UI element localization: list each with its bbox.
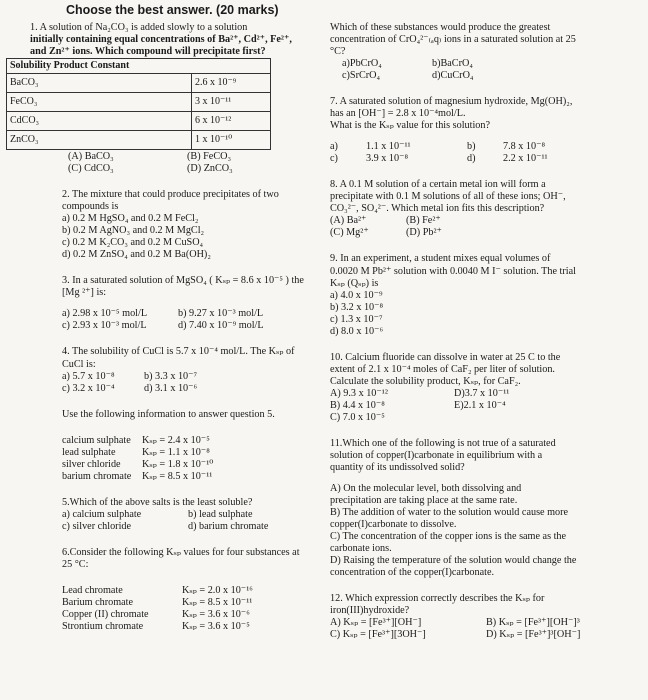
q5-options (62, 509, 324, 533)
answer-option[interactable]: 7.8 x 10⁻⁸ (503, 141, 546, 153)
q9-stem-line: 0.0020 M Pb²⁺ solution with 0.0040 M I⁻ solution. The trial (330, 265, 576, 277)
qA-options (330, 58, 642, 82)
q7-stem-line: What is the Kₛₚ value for this solution? (330, 120, 491, 132)
answer-option[interactable]: (A) Ba²⁺ (330, 215, 367, 227)
answer-option-continued: carbonate ions. (330, 543, 392, 555)
q12-stem-line: 12. Which expression correctly describes the Kₛₚ for (330, 593, 545, 605)
right-column (330, 22, 642, 641)
salt-name: barium chromate (62, 470, 132, 482)
answer-option[interactable]: (D) ZnCO₃ (187, 163, 233, 175)
substance-ksp: Kₛₚ = 3.6 x 10⁻⁵ (182, 621, 250, 632)
substance-ksp: Kₛₚ = 2.0 x 10⁻¹⁶ (182, 584, 253, 596)
q7-stem-line: 7. A saturated solution of magnesium hydroxide, Mg(OH)₂, (330, 96, 573, 108)
option-letter: c) (330, 153, 338, 165)
substance-ksp: Kₛₚ = 8.5 x 10⁻¹¹ (182, 596, 253, 608)
answer-option[interactable]: (C) CdCO₃ (68, 163, 114, 175)
answer-option[interactable]: a) 4.0 x 10⁻⁹ (330, 289, 383, 301)
answer-option[interactable]: 2.2 x 10⁻¹¹ (503, 153, 548, 165)
salt-ksp: Kₛₚ = 2.4 x 10⁻⁵ (142, 434, 210, 446)
salt-ksp: Kₛₚ = 1.8 x 10⁻¹⁰ (142, 458, 214, 470)
qA-stem-line: °C? (330, 46, 346, 58)
answer-option[interactable]: A) Kₛₚ = [Fe³⁺][OH⁻] (330, 617, 422, 629)
ksp-table (6, 58, 271, 150)
answer-option[interactable]: a) 2.98 x 10⁻⁵ mol/L (62, 308, 148, 320)
q2-stem-line: compounds is (62, 201, 119, 213)
answer-option[interactable]: d)CuCrO₄ (432, 70, 474, 82)
question-11 (330, 438, 642, 579)
answer-option[interactable]: D) Raising the temperature of the solution would change the (330, 555, 577, 567)
answer-option[interactable]: a)PbCrO₄ (342, 58, 382, 70)
table-row (7, 93, 271, 112)
q2-stem-line: 2. The mixture that could produce precipitates of two (62, 189, 279, 201)
answer-option[interactable]: d) 8.0 x 10⁻⁶ (330, 325, 384, 337)
answer-option[interactable]: c) 2.93 x 10⁻³ mol/L (62, 320, 147, 332)
page-title: Choose the best answer. (20 marks) (66, 3, 279, 17)
q3-stem-line: 3. In a saturated solution of MgSO₄ ( Kₛₚ = 8.6 x 10⁻⁵ ) the (62, 275, 304, 287)
q11-stem-line: 11.Which one of the following is not true of a saturated (330, 437, 556, 449)
q1-stem-line: 1. A solution of Na₂CO₃ is added slowly to a solution (30, 22, 248, 33)
q5-stem: 5.Which of the above salts is the least soluble? (62, 496, 253, 508)
answer-option-continued: concentration of the copper(I)carbonate. (330, 567, 495, 579)
table-cell: 6 x 10⁻¹² (192, 112, 271, 131)
q1-options (6, 151, 324, 175)
answer-option[interactable]: b) 9.27 x 10⁻³ mol/L (178, 308, 264, 320)
table-cell: 2.6 x 10⁻⁹ (192, 74, 271, 93)
answer-option[interactable]: a) 0.2 M HgSO₄ and 0.2 M FeCl₂ (62, 213, 199, 225)
question-3 (6, 275, 324, 332)
answer-option[interactable]: c)SrCrO₄ (342, 70, 381, 82)
q8-stem-line: CO₃²⁻, SO₄²⁻. Which metal ion fits this description? (330, 203, 545, 215)
answer-option[interactable]: d) 0.2 M ZnSO₄ and 0.2 M Ba(OH)₂ (62, 249, 211, 261)
answer-option[interactable]: c) silver chloride (62, 520, 132, 532)
q3-options (62, 308, 324, 332)
answer-option[interactable]: c) 0.2 M K₂CO₃ and 0.2 M CuSO₄ (62, 237, 204, 249)
q8-options (330, 215, 642, 239)
left-column (6, 22, 324, 633)
q11-stem-line: solution of copper(I)carbonate in equilibrium with a (330, 449, 543, 461)
answer-option[interactable]: B) 4.4 x 10⁻⁸ (330, 399, 385, 411)
question-7 (330, 96, 642, 165)
substance-ksp: Kₛₚ = 3.6 x 10⁻⁶ (182, 608, 250, 620)
q10-stem-line: extent of 2.1 x 10⁻⁴ moles of CaF₂ per liter of solution. (330, 363, 555, 375)
answer-option[interactable]: D)3.7 x 10⁻¹¹ (454, 387, 510, 399)
answer-option[interactable]: (C) Mg²⁺ (330, 227, 369, 239)
question-6-continued (330, 22, 642, 82)
answer-option[interactable]: d) 7.40 x 10⁻⁹ mol/L (178, 320, 264, 332)
answer-option[interactable]: a) calcium sulphate (62, 508, 142, 520)
table-cell: 3 x 10⁻¹¹ (192, 93, 271, 112)
answer-option[interactable]: d) barium chromate (188, 520, 269, 532)
answer-option[interactable]: D) Kₛₚ = [Fe³⁺]³[OH⁻] (486, 629, 581, 641)
answer-option-continued: copper(I)carbonate to dissolve. (330, 519, 457, 531)
substance-name: Copper (II) chromate (62, 608, 149, 620)
q6-ksp-list (62, 585, 324, 633)
q1-stem-line: and Zn²⁺ ions. Which compound will precipitate first? (30, 46, 266, 58)
answer-option[interactable]: b) 3.3 x 10⁻⁷ (144, 370, 198, 382)
salt-name: silver chloride (62, 458, 121, 470)
q10-stem-line: 10. Calcium fluoride can dissolve in water at 25 C to the (330, 351, 561, 363)
q4-options (62, 371, 324, 395)
table-row (7, 112, 271, 131)
salt-ksp: Kₛₚ = 1.1 x 10⁻⁸ (142, 446, 210, 458)
answer-option[interactable]: b) 0.2 M AgNO₃ and 0.2 M MgCl₂ (62, 225, 205, 237)
q8-stem-line: 8. A 0.1 M solution of a certain metal ion will form a (330, 179, 546, 191)
answer-option[interactable]: c) 3.2 x 10⁻⁴ (62, 382, 115, 394)
answer-option[interactable]: d) 3.1 x 10⁻⁶ (144, 382, 198, 394)
q4-stem-line: CuCl is: (62, 358, 96, 370)
q3-stem-line: [Mg ²⁺] is: (62, 287, 107, 299)
question-5 (6, 497, 324, 533)
answer-option[interactable]: (B) Fe²⁺ (406, 215, 441, 227)
salt-ksp: Kₛₚ = 8.5 x 10⁻¹¹ (142, 470, 213, 482)
table-cell: CdCO₃ (7, 112, 192, 131)
answer-option[interactable]: b)BaCrO₄ (432, 58, 473, 70)
q9-stem-line: 9. In an experiment, a student mixes equal volumes of (330, 253, 551, 265)
q10-stem-line: Calculate the solubility product, Kₛₚ, for CaF₂. (330, 375, 521, 387)
answer-option[interactable]: 1.1 x 10⁻¹¹ (366, 141, 411, 153)
qA-stem-line: Which of these substances would produce the greatest (330, 22, 551, 33)
question-10 (330, 352, 642, 424)
substance-name: Barium chromate (62, 596, 134, 608)
question-4 (6, 346, 324, 394)
q7-options (330, 141, 642, 165)
q12-options (330, 617, 642, 641)
ksp-table-header: Solubility Product Constant (7, 59, 271, 74)
answer-option[interactable]: A) 9.3 x 10⁻¹² (330, 387, 388, 399)
table-row (7, 131, 271, 150)
answer-option[interactable]: C) Kₛₚ = [Fe³⁺][3OH⁻] (330, 629, 426, 641)
table-cell: 1 x 10⁻¹⁰ (192, 131, 271, 150)
option-letter: b) (467, 141, 476, 153)
qA-stem-line: concentration of CrO₄²⁻₍ₐq₎ ions in a saturated solution at 25 (330, 34, 576, 46)
salts-list (6, 435, 324, 483)
answer-option[interactable]: b) 3.2 x 10⁻⁸ (330, 301, 384, 313)
question-1 (6, 22, 324, 175)
q1-stem-line: initially containing equal concentrations of Ba²⁺, Cd²⁺, Fe²⁺, (30, 34, 292, 46)
option-letter: d) (467, 153, 476, 165)
table-cell: BaCO₃ (7, 74, 192, 93)
q6-stem-line: 6.Consider the following Kₛₚ values for four substances at (62, 546, 300, 558)
question-2 (6, 189, 324, 261)
info-text: Use the following information to answer question 5. (62, 408, 275, 420)
table-cell: ZnCO₃ (7, 131, 192, 150)
answer-option[interactable]: B) The addition of water to the solution would cause more (330, 507, 569, 519)
q12-stem-line: iron(III)hydroxide? (330, 605, 410, 617)
answer-option-continued: precipitation are taking place at the same rate. (330, 495, 518, 506)
substance-name: Strontium chromate (62, 621, 144, 632)
answer-option[interactable]: C) 7.0 x 10⁻⁵ (330, 411, 385, 423)
answer-option[interactable]: a) 5.7 x 10⁻⁸ (62, 370, 115, 382)
q4-stem-line: 4. The solubility of CuCl is 5.7 x 10⁻⁴ mol/L. The Kₛₚ of (62, 346, 295, 358)
question-6 (6, 547, 324, 633)
answer-option[interactable]: A) On the molecular level, both dissolving and (330, 482, 522, 494)
q10-options (330, 388, 642, 424)
q11-stem-line: quantity of its undissolved solid? (330, 461, 465, 473)
q6-stem-line: 25 °C: (62, 558, 89, 570)
answer-option[interactable]: 3.9 x 10⁻⁸ (366, 153, 409, 165)
question-12 (330, 593, 642, 641)
answer-option[interactable]: (B) FeCO₃ (187, 151, 232, 163)
q7-stem-line: has an [OH⁻] = 2.8 x 10⁻⁴mol/L. (330, 108, 466, 120)
answer-option[interactable]: B) Kₛₚ = [Fe³⁺][OH⁻]³ (486, 617, 580, 629)
salt-name: calcium sulphate (62, 434, 131, 446)
option-letter: a) (330, 141, 338, 153)
question-9 (330, 253, 642, 337)
q8-stem-line: precipitate with 0.1 M solutions of all of these ions; OH⁻, (330, 191, 566, 203)
salt-name: lead sulphate (62, 446, 116, 458)
answer-option[interactable]: E)2.1 x 10⁻⁴ (454, 399, 506, 411)
answer-option[interactable]: b) lead sulphate (188, 508, 253, 520)
answer-option[interactable]: (A) BaCO₃ (68, 151, 114, 163)
answer-option[interactable]: c) 1.3 x 10⁻⁷ (330, 313, 383, 325)
substance-name: Lead chromate (62, 584, 123, 596)
q9-stem-line: Kₛₚ (Qₛₚ) is (330, 277, 379, 289)
question-8 (330, 179, 642, 239)
answer-option[interactable]: (D) Pb²⁺ (406, 227, 442, 239)
table-cell: FeCO₃ (7, 93, 192, 112)
table-row (7, 74, 271, 93)
answer-option[interactable]: C) The concentration of the copper ions is the same as the (330, 531, 567, 543)
